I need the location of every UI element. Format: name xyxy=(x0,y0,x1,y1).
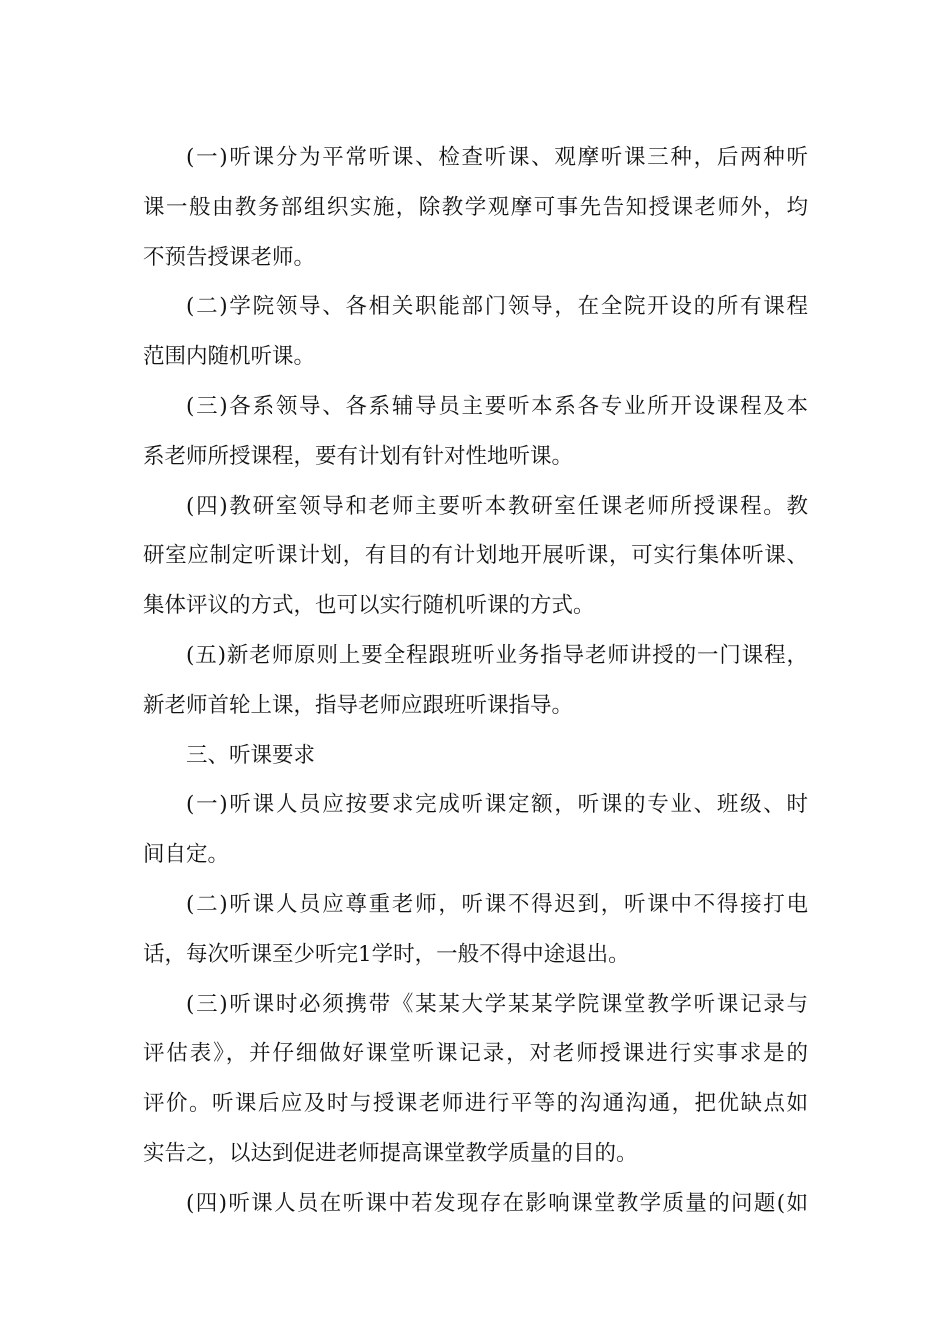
paragraph-8-line-4: 实告之，以达到促进老师提高课堂教学质量的目的。 xyxy=(143,1140,638,1166)
paragraph-6-line-2: 间自定。 xyxy=(143,842,230,868)
section-heading: 三、听课要求 xyxy=(186,742,316,768)
paragraph-7-line-1: (二)听课人员应尊重老师，听课不得迟到，听课中不得接打电 xyxy=(186,891,808,917)
paragraph-7-line-2: 话，每次听课至少听完1学时，一般不得中途退出。 xyxy=(143,941,630,967)
paragraph-4-line-1: (四)教研室领导和老师主要听本教研室任课老师所授课程。教 xyxy=(186,493,808,519)
paragraph-1-line-2: 课一般由教务部组织实施，除教学观摩可事先告知授课老师外，均 xyxy=(143,194,808,220)
paragraph-4-line-2: 研室应制定听课计划，有目的有计划地开展听课，可实行集体听课、 xyxy=(143,543,808,569)
document-body xyxy=(143,133,808,1229)
paragraph-3-line-2: 系老师所授课程，要有计划有针对性地听课。 xyxy=(143,443,574,469)
paragraph-4-line-3: 集体评议的方式，也可以实行随机听课的方式。 xyxy=(143,593,595,619)
paragraph-6-line-1: (一)听课人员应按要求完成听课定额，听课的专业、班级、时 xyxy=(186,792,808,818)
paragraph-5-line-1: (五)新老师原则上要全程跟班听业务指导老师讲授的一门课程， xyxy=(186,642,808,668)
paragraph-8-line-2: 评估表》，并仔细做好课堂听课记录，对老师授课进行实事求是的 xyxy=(143,1041,808,1067)
paragraph-1-line-3: 不预告授课老师。 xyxy=(143,244,316,270)
paragraph-2-line-1: (二)学院领导、各相关职能部门领导，在全院开设的所有课程 xyxy=(186,294,808,320)
paragraph-8-line-3: 评价。听课后应及时与授课老师进行平等的沟通沟通，把优缺点如 xyxy=(143,1091,808,1117)
paragraph-1-line-1: (一)听课分为平常听课、检查听课、观摩听课三种，后两种听 xyxy=(186,145,808,170)
paragraph-5-line-2: 新老师首轮上课，指导老师应跟班听课指导。 xyxy=(143,692,574,718)
paragraph-8-line-1: (三)听课时必须携带《某某大学某某学院课堂教学听课记录与 xyxy=(186,991,808,1017)
paragraph-3-line-1: (三)各系领导、各系辅导员主要听本系各专业所开设课程及本 xyxy=(186,393,808,419)
paragraph-2-line-2: 范围内随机听课。 xyxy=(143,344,316,370)
paragraph-9-line-1: (四)听课人员在听课中若发现存在影响课堂教学质量的问题(如 xyxy=(186,1190,808,1216)
